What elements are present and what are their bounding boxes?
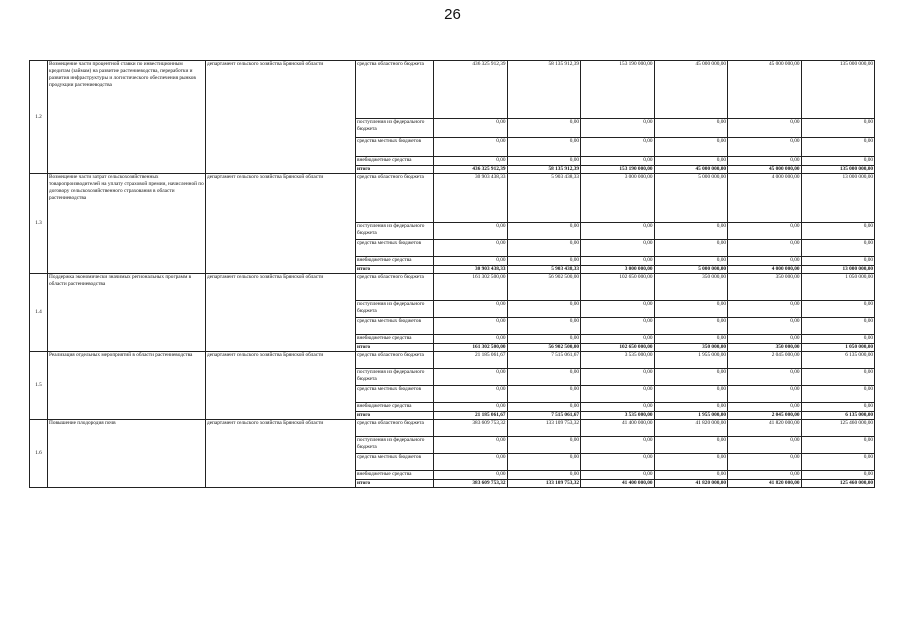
amount-cell: 1 050 000,00: [801, 344, 875, 352]
amount-cell: 56 902 500,00: [507, 344, 581, 352]
amount-cell: 0,00: [654, 223, 728, 240]
amount-cell: 0,00: [801, 471, 875, 480]
amount-cell: 0,00: [434, 119, 508, 138]
amount-cell: 0,00: [507, 223, 581, 240]
amount-cell: 7 515 061,67: [507, 352, 581, 369]
funding-source-label: поступления из федерального бюджета: [356, 119, 434, 138]
amount-cell: 41 820 000,00: [654, 420, 728, 437]
amount-cell: 0,00: [507, 157, 581, 166]
amount-cell: 0,00: [801, 386, 875, 403]
amount-cell: 0,00: [728, 437, 802, 454]
amount-cell: 0,00: [434, 138, 508, 157]
amount-cell: 0,00: [654, 369, 728, 386]
amount-cell: 3 535 000,00: [581, 352, 655, 369]
amount-cell: 41 820 000,00: [728, 480, 802, 488]
amount-cell: 0,00: [581, 240, 655, 257]
amount-cell: 0,00: [801, 138, 875, 157]
amount-cell: 0,00: [434, 403, 508, 412]
measure-name: Возмещение части процентной ставки по инвестиционным кредитам (займам) на развитие растениеводства, переработки и развития инфраструктуры и логистического обеспечения рынков продукции растениеводства: [48, 61, 206, 174]
amount-cell: 0,00: [507, 437, 581, 454]
amount-cell: 0,00: [654, 301, 728, 318]
amount-cell: 0,00: [801, 454, 875, 471]
amount-cell: 56 902 500,00: [507, 274, 581, 301]
funding-source-label: средства местных бюджетов: [356, 240, 434, 257]
amount-cell: 1 955 000,00: [654, 352, 728, 369]
amount-cell: 133 109 753,32: [507, 420, 581, 437]
amount-cell: 0,00: [434, 240, 508, 257]
amount-cell: 13 000 000,00: [801, 174, 875, 223]
amount-cell: 0,00: [801, 257, 875, 266]
amount-cell: 0,00: [654, 318, 728, 335]
amount-cell: 0,00: [801, 403, 875, 412]
amount-cell: 0,00: [728, 471, 802, 480]
responsible-department: департамент сельского хозяйства Брянской области: [206, 352, 356, 420]
amount-cell: 0,00: [434, 437, 508, 454]
amount-cell: 0,00: [654, 240, 728, 257]
amount-cell: 0,00: [801, 157, 875, 166]
amount-cell: 153 190 000,00: [581, 61, 655, 119]
amount-cell: 0,00: [801, 318, 875, 335]
amount-cell: 0,00: [581, 157, 655, 166]
amount-cell: 0,00: [728, 454, 802, 471]
amount-cell: 5 903 438,33: [507, 174, 581, 223]
amount-cell: 4 000 000,00: [728, 266, 802, 274]
amount-cell: 0,00: [434, 157, 508, 166]
funding-source-label: итого: [356, 480, 434, 488]
amount-cell: 7 515 061,67: [507, 412, 581, 420]
amount-cell: 0,00: [728, 257, 802, 266]
funding-source-label: итого: [356, 344, 434, 352]
table-row: [30, 174, 875, 223]
amount-cell: 30 903 438,33: [434, 174, 508, 223]
amount-cell: 0,00: [654, 335, 728, 344]
amount-cell: 2 045 000,00: [728, 352, 802, 369]
amount-cell: 0,00: [654, 386, 728, 403]
measure-name: Поддержка экономически значимых региональных программ в области растениеводства: [48, 274, 206, 352]
amount-cell: 0,00: [434, 257, 508, 266]
amount-cell: 0,00: [507, 335, 581, 344]
responsible-department: департамент сельского хозяйства Брянской области: [206, 61, 356, 174]
funding-source-label: итого: [356, 412, 434, 420]
amount-cell: 0,00: [581, 318, 655, 335]
amount-cell: 21 185 061,67: [434, 352, 508, 369]
amount-cell: 0,00: [507, 119, 581, 138]
amount-cell: 0,00: [507, 369, 581, 386]
amount-cell: 125 460 000,00: [801, 420, 875, 437]
amount-cell: 0,00: [581, 454, 655, 471]
amount-cell: 0,00: [581, 403, 655, 412]
amount-cell: 0,00: [728, 157, 802, 166]
amount-cell: 0,00: [654, 437, 728, 454]
amount-cell: 0,00: [728, 403, 802, 412]
item-number: 1.4: [30, 274, 48, 352]
amount-cell: 0,00: [507, 471, 581, 480]
amount-cell: 0,00: [581, 471, 655, 480]
amount-cell: 0,00: [507, 240, 581, 257]
amount-cell: 161 302 500,00: [434, 344, 508, 352]
measure-name: Повышение плодородия почв: [48, 420, 206, 488]
table-row: [30, 420, 875, 437]
amount-cell: 41 820 000,00: [654, 480, 728, 488]
amount-cell: 0,00: [507, 257, 581, 266]
amount-cell: 1 955 000,00: [654, 412, 728, 420]
amount-cell: 5 000 000,00: [654, 174, 728, 223]
amount-cell: 0,00: [654, 257, 728, 266]
amount-cell: 0,00: [801, 119, 875, 138]
item-number: 1.5: [30, 352, 48, 420]
amount-cell: 0,00: [581, 223, 655, 240]
amount-cell: 135 000 000,00: [801, 166, 875, 174]
amount-cell: 0,00: [507, 454, 581, 471]
amount-cell: 0,00: [801, 223, 875, 240]
funding-source-label: внебюджетные средства: [356, 403, 434, 412]
amount-cell: 0,00: [581, 386, 655, 403]
amount-cell: 45 000 000,00: [654, 166, 728, 174]
amount-cell: 350 000,00: [654, 274, 728, 301]
amount-cell: 153 190 000,00: [581, 166, 655, 174]
funding-source-label: средства местных бюджетов: [356, 454, 434, 471]
amount-cell: 0,00: [434, 471, 508, 480]
amount-cell: 133 109 753,32: [507, 480, 581, 488]
amount-cell: 0,00: [581, 437, 655, 454]
amount-cell: 58 135 912,39: [507, 166, 581, 174]
table-row: [30, 274, 875, 301]
amount-cell: 0,00: [434, 335, 508, 344]
amount-cell: 41 400 000,00: [581, 480, 655, 488]
responsible-department: департамент сельского хозяйства Брянской области: [206, 274, 356, 352]
amount-cell: 0,00: [728, 369, 802, 386]
amount-cell: 0,00: [434, 301, 508, 318]
responsible-department: департамент сельского хозяйства Брянской области: [206, 420, 356, 488]
amount-cell: 0,00: [581, 138, 655, 157]
amount-cell: 41 820 000,00: [728, 420, 802, 437]
measure-name: Реализация отдельных мероприятий в области растениеводства: [48, 352, 206, 420]
amount-cell: 0,00: [728, 138, 802, 157]
table-row: [30, 352, 875, 369]
amount-cell: 0,00: [507, 386, 581, 403]
funding-source-label: итого: [356, 166, 434, 174]
budget-table: [29, 60, 875, 488]
amount-cell: 350 000,00: [728, 344, 802, 352]
amount-cell: 0,00: [654, 403, 728, 412]
amount-cell: 0,00: [728, 223, 802, 240]
amount-cell: 0,00: [654, 157, 728, 166]
amount-cell: 0,00: [581, 301, 655, 318]
amount-cell: 0,00: [801, 240, 875, 257]
funding-source-label: средства областного бюджета: [356, 174, 434, 223]
amount-cell: 13 000 000,00: [801, 266, 875, 274]
amount-cell: 41 400 000,00: [581, 420, 655, 437]
amount-cell: 3 535 000,00: [581, 412, 655, 420]
funding-source-label: средства областного бюджета: [356, 274, 434, 301]
amount-cell: 0,00: [728, 386, 802, 403]
amount-cell: 135 000 000,00: [801, 61, 875, 119]
funding-source-label: поступления из федерального бюджета: [356, 437, 434, 454]
funding-source-label: поступления из федерального бюджета: [356, 223, 434, 240]
amount-cell: 0,00: [728, 335, 802, 344]
amount-cell: 0,00: [507, 301, 581, 318]
amount-cell: 0,00: [434, 369, 508, 386]
funding-source-label: средства местных бюджетов: [356, 318, 434, 335]
amount-cell: 0,00: [801, 335, 875, 344]
amount-cell: 6 135 000,00: [801, 352, 875, 369]
amount-cell: 102 650 000,00: [581, 344, 655, 352]
funding-source-label: поступления из федерального бюджета: [356, 369, 434, 386]
item-number: 1.6: [30, 420, 48, 488]
amount-cell: 0,00: [654, 454, 728, 471]
amount-cell: 0,00: [801, 369, 875, 386]
amount-cell: 0,00: [434, 454, 508, 471]
amount-cell: 0,00: [507, 138, 581, 157]
page-number: 26: [444, 6, 461, 23]
funding-source-label: средства местных бюджетов: [356, 386, 434, 403]
amount-cell: 30 903 438,33: [434, 266, 508, 274]
amount-cell: 436 325 912,39: [434, 166, 508, 174]
amount-cell: 350 000,00: [654, 344, 728, 352]
amount-cell: 6 135 000,00: [801, 412, 875, 420]
amount-cell: 2 045 000,00: [728, 412, 802, 420]
amount-cell: 383 609 753,32: [434, 420, 508, 437]
funding-source-label: средства местных бюджетов: [356, 138, 434, 157]
amount-cell: 5 903 438,33: [507, 266, 581, 274]
amount-cell: 45 000 000,00: [728, 61, 802, 119]
amount-cell: 383 609 753,32: [434, 480, 508, 488]
amount-cell: 5 000 000,00: [654, 266, 728, 274]
funding-source-label: внебюджетные средства: [356, 471, 434, 480]
amount-cell: 0,00: [581, 335, 655, 344]
amount-cell: 0,00: [581, 119, 655, 138]
amount-cell: 0,00: [434, 318, 508, 335]
amount-cell: 0,00: [728, 301, 802, 318]
amount-cell: 0,00: [728, 240, 802, 257]
funding-source-label: поступления из федерального бюджета: [356, 301, 434, 318]
amount-cell: 0,00: [801, 437, 875, 454]
amount-cell: 125 460 000,00: [801, 480, 875, 488]
amount-cell: 0,00: [434, 223, 508, 240]
amount-cell: 0,00: [728, 119, 802, 138]
amount-cell: 161 302 500,00: [434, 274, 508, 301]
amount-cell: 0,00: [654, 138, 728, 157]
amount-cell: 4 000 000,00: [728, 174, 802, 223]
funding-source-label: внебюджетные средства: [356, 335, 434, 344]
amount-cell: 0,00: [801, 301, 875, 318]
amount-cell: 436 325 912,39: [434, 61, 508, 119]
funding-source-label: средства областного бюджета: [356, 420, 434, 437]
amount-cell: 0,00: [581, 369, 655, 386]
funding-source-label: средства областного бюджета: [356, 61, 434, 119]
amount-cell: 0,00: [728, 318, 802, 335]
amount-cell: 21 185 061,67: [434, 412, 508, 420]
amount-cell: 0,00: [654, 119, 728, 138]
amount-cell: 45 000 000,00: [654, 61, 728, 119]
measure-name: Возмещение части затрат сельскохозяйственных товаропроизводителей на уплату страховой премии, начисленной по договору сельскохозяйственного страхования в области растениеводства: [48, 174, 206, 274]
amount-cell: 0,00: [434, 386, 508, 403]
amount-cell: 58 135 912,39: [507, 61, 581, 119]
amount-cell: 1 050 000,00: [801, 274, 875, 301]
amount-cell: 350 000,00: [728, 274, 802, 301]
responsible-department: департамент сельского хозяйства Брянской области: [206, 174, 356, 274]
amount-cell: 0,00: [507, 318, 581, 335]
amount-cell: 102 650 000,00: [581, 274, 655, 301]
funding-source-label: внебюджетные средства: [356, 157, 434, 166]
funding-source-label: внебюджетные средства: [356, 257, 434, 266]
amount-cell: 0,00: [507, 403, 581, 412]
table-row: [30, 61, 875, 119]
item-number: 1.2: [30, 61, 48, 174]
funding-source-label: итого: [356, 266, 434, 274]
amount-cell: 0,00: [581, 257, 655, 266]
amount-cell: 3 000 000,00: [581, 174, 655, 223]
amount-cell: 0,00: [654, 471, 728, 480]
item-number: 1.3: [30, 174, 48, 274]
funding-source-label: средства областного бюджета: [356, 352, 434, 369]
amount-cell: 45 000 000,00: [728, 166, 802, 174]
amount-cell: 3 000 000,00: [581, 266, 655, 274]
